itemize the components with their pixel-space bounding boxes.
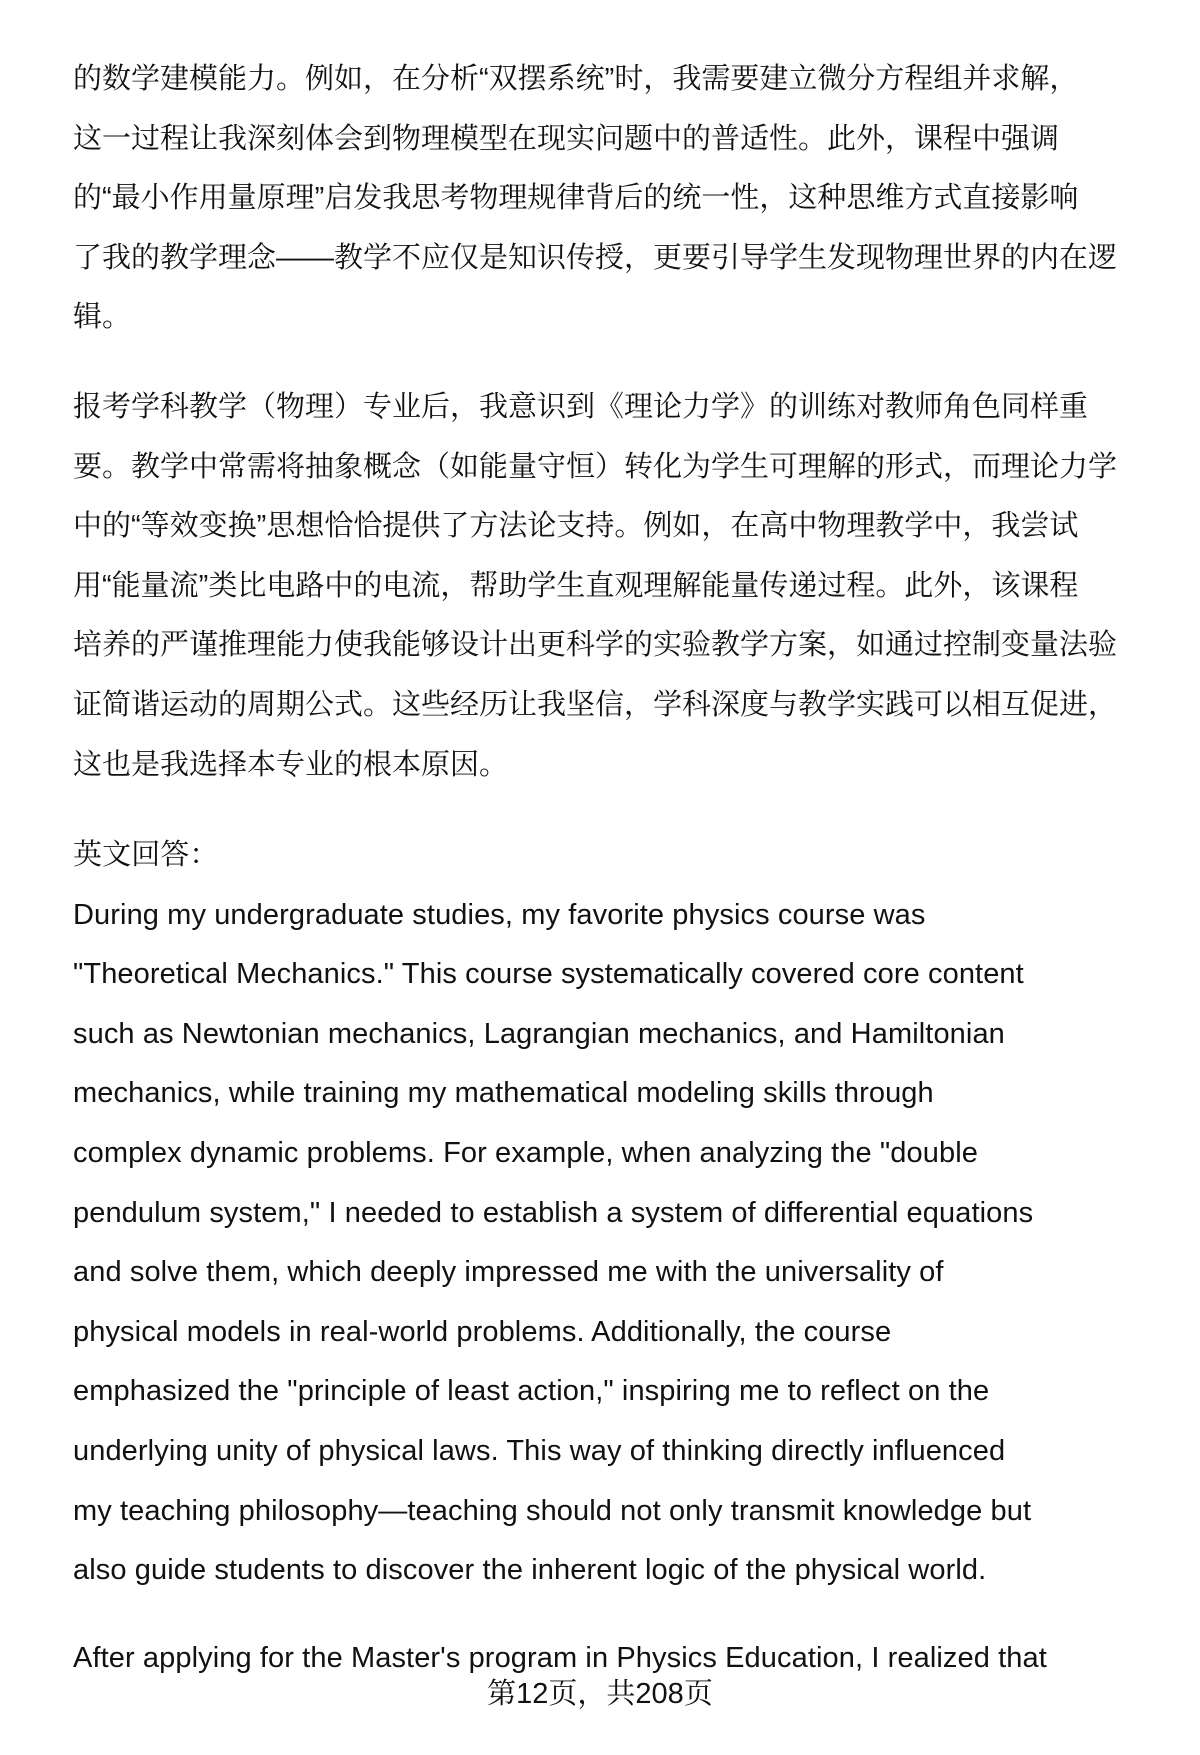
text-line: pendulum system," I needed to establish a system of differential equations: [73, 1196, 1034, 1229]
section-heading: 英文回答：: [73, 839, 219, 871]
text-line: 的数学建模能力。例如，在分析“双摆系统”时，我需要建立微分方程组并求解，: [73, 63, 1079, 95]
text-line: 培养的严谨推理能力使我能够设计出更科学的实验教学方案，如通过控制变量法验: [73, 629, 1118, 662]
text-line: 了我的教学理念——教学不应仅是知识传授，更要引导学生发现物理世界的内在逻: [73, 241, 1118, 274]
text-line: and solve them, which deeply impressed me with the universality of: [73, 1256, 944, 1289]
text-line: During my undergraduate studies, my favorite physics course was: [73, 898, 926, 931]
text-line: emphasized the "principle of least action," inspiring me to reflect on the: [73, 1375, 990, 1408]
text-line: 用“能量流”类比电路中的电流，帮助学生直观理解能量传递过程。此外，该课程: [73, 569, 1079, 602]
text-line: 辑。: [73, 301, 132, 334]
text-line: After applying for the Master's program in Physics Education, I realized that: [73, 1642, 1047, 1674]
text-line: 证简谐运动的周期公式。这些经历让我坚信，学科深度与教学实践可以相互促进，: [73, 688, 1118, 721]
text-line: also guide students to discover the inherent logic of the physical world.: [73, 1554, 987, 1587]
text-line: my teaching philosophy—teaching should not only transmit knowledge but: [73, 1494, 1032, 1527]
text-line: mechanics, while training my mathematical modeling skills through: [73, 1077, 934, 1110]
text-line: 这一过程让我深刻体会到物理模型在现实问题中的普适性。此外，课程中强调: [73, 122, 1060, 155]
text-line: 的“最小作用量原理”启发我思考物理规律背后的统一性，这种思维方式直接影响: [73, 182, 1079, 215]
paragraph-cn-2: [73, 378, 1160, 795]
text-line: 报考学科教学（物理）专业后，我意识到《理论力学》的训练对教师角色同样重: [73, 391, 1089, 423]
text-line: physical models in real-world problems. Additionally, the course: [73, 1315, 892, 1348]
text-line: "Theoretical Mechanics." This course systematically covered core content: [73, 958, 1024, 991]
text-line: such as Newtonian mechanics, Lagrangian mechanics, and Hamiltonian: [73, 1017, 1005, 1050]
text-line: complex dynamic problems. For example, when analyzing the "double: [73, 1136, 978, 1169]
paragraph-cn-1: [73, 50, 1160, 348]
text-line: 中的“等效变换”思想恰恰提供了方法论支持。例如，在高中物理教学中，我尝试: [73, 510, 1079, 543]
text-line: underlying unity of physical laws. This way of thinking directly influenced: [73, 1434, 1006, 1467]
paragraph-en-1: [73, 826, 1160, 1601]
text-line: 要。教学中常需将抽象概念（如能量守恒）转化为学生可理解的形式，而理论力学: [73, 450, 1118, 483]
page-number: 第12页，共208页: [487, 1678, 713, 1710]
text-line: 这也是我选择本专业的根本原因。: [73, 748, 509, 781]
